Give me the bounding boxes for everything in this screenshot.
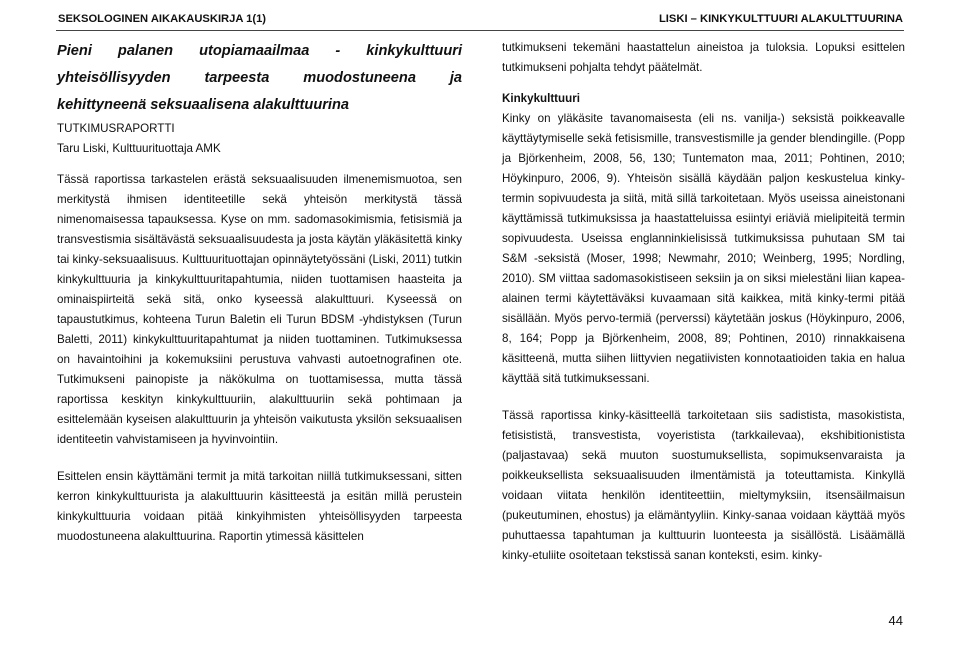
body-paragraph: Tässä raportissa kinky-käsitteellä tarkoitetaan siis sadistista, masokistista, fetisististä, transvestista, voyeristista (tarkkailevaa), ekshibitionistista (paljastavaa) sekä muuton suostumuksellista, sopimuksenvaraista ja poikkeuksellista seksuaalisuuden ilmentämistä ja toteuttamista. Kinkyllä voidaan viitata henkilön identiteettiin, mieltymyksiin, itsensäilmaisun (pukeutuminen, ehostus) ja elämäntyyliin. Kinky-sanaa voidaan käyttää myös puhuttaessa tapahtuman ja kulttuurin luonteesta ja sisällöstä. Lisäämällä kinky-etuliite osoitetaan tekstissä sanan konteksti, esim. kinky- — [502, 409, 905, 562]
body-paragraph: tutkimukseni tekemäni haastattelun aineistoa ja tuloksia. Lopuksi esittelen tutkimukseni pohjalta tehdyt päätelmät. — [502, 41, 905, 74]
spacer — [57, 159, 462, 170]
left-column — [57, 38, 462, 547]
right-column — [502, 38, 905, 566]
running-header-journal: SEKSOLOGINEN AIKAKAUSKIRJA 1(1) — [58, 13, 267, 25]
spacer — [502, 389, 905, 406]
section-heading: Kinkykulttuuri — [502, 92, 580, 105]
running-header-article: LISKI – KINKYKULTTUURI ALAKULTTUURINA — [658, 13, 903, 25]
body-paragraph: Esittelen ensin käyttämäni termit ja mitä tarkoitan niillä tutkimuksessani, sitten kerron kinkykulttuurista ja alakulttuurin käsitteestä ja esitän millä perustein kinkykulttuuria voidaan pitää kinkyihmisten yhteisöllisyyden tarpeesta muodostuneena alakulttuurina. Raportin ytimessä käsittelen — [57, 470, 462, 543]
report-type: TUTKIMUSRAPORTTI — [57, 122, 175, 135]
header-rule — [56, 30, 904, 31]
body-paragraph: Kinky on yläkäsite tavanomaisesta (eli ns. vanilja-) seksistä poikkeavalle käyttäytymiselle sekä fetisismille, transvestismille ja gender blendingille. (Popp ja Björkenheim, 2008, 56, 130; Tuntematon maa, 2011; Pohtinen, 2010; Höykinpuro, 2006, 9). Yhteisön sisällä käydään paljon keskustelua kinky-termin sopivuudesta ja siitä, mitä sillä tarkoitetaan. Myös useissa aineistonani käyttämissä tutkimuksissa ja haastatteluissa esiintyi eriäviä mielipiteitä termin sopivuudesta. Useissa englanninkielisissä tutkimuksissa puhutaan SM tai S&M -seksistä (Moser, 1998; Newmahr, 2010; Weinberg, 1995; Nordling, 2010). SM viittaa sadomasokistiseen seksiin ja on siksi mielestäni liian kapea-alainen termi käytettäväksi kuvaamaan sitä kaikkea, mitä kinky-termi pitää sisällään. Myös pervo-termiä (perverssi) käytetään joskus (Höykinpuro, 2006, 8, 164; Popp ja Björkenheim, 2008, 89; Pohtinen, 2010) rinnakkaisena käsitteenä, mutta siihen liittyvien negatiivisten konnotaatioiden takia en halua käyttää sitä tutkimuksessani. — [502, 112, 905, 385]
author-line: Taru Liski, Kulttuurituottaja AMK — [57, 142, 221, 155]
body-paragraph: Tässä raportissa tarkastelen erästä seksuaalisuuden ilmenemismuotoa, sen merkitystä ihmisen identiteetille sekä yhteisön merkitystä tässä nimenomaisessa tapauksessa. Kyse on mm. sadomasokimismia, fetisismiä ja transvestismia sisältävästä seksuaalisuudesta ja josta käytän yläkäsitettä kinky tai kinky-seksuaalisuus. Kulttuurituottajan opinnäytetyössäni (Liski, 2011) tutkin kinkykulttuuria ja kinkykulttuuritapahtumia, niiden tuottamisen haasteita ja ominaispiirteitä sekä sitä, onko kyseessä alakulttuuri. Kyseessä on tapaustutkimus, kohteena Turun Baletin eli Turun BDSM -yhdistyksen (Turun Baletti, 2011) kinkykulttuuritapahtumat ja niiden tuottaminen. Tutkimuksessa on havaintoihini ja kokemuksiini perustuva vahvasti autoetnografinen ote. Tutkimukseni painopiste ja näkökulma on tuottamisessa, mutta tässä raportissa keskityn kinkykulttuuriin, alakulttuuriin sekä pohtimaan ja esittelemään kyseisen alakulttuurin ja yhteisön vaikutusta yksilön seksuaalisen identiteetin vahvistamiseen ja hyvinvointiin. — [57, 173, 462, 446]
article-title: Pieni palanen utopiamaailmaa - kinkykulttuuri yhteisöllisyyden tarpeesta muodostuneena ja kehittyneenä seksuaalisena alakulttuurina — [57, 43, 462, 113]
page-number: 44 — [888, 613, 903, 628]
spacer — [502, 78, 905, 89]
spacer — [57, 450, 462, 467]
